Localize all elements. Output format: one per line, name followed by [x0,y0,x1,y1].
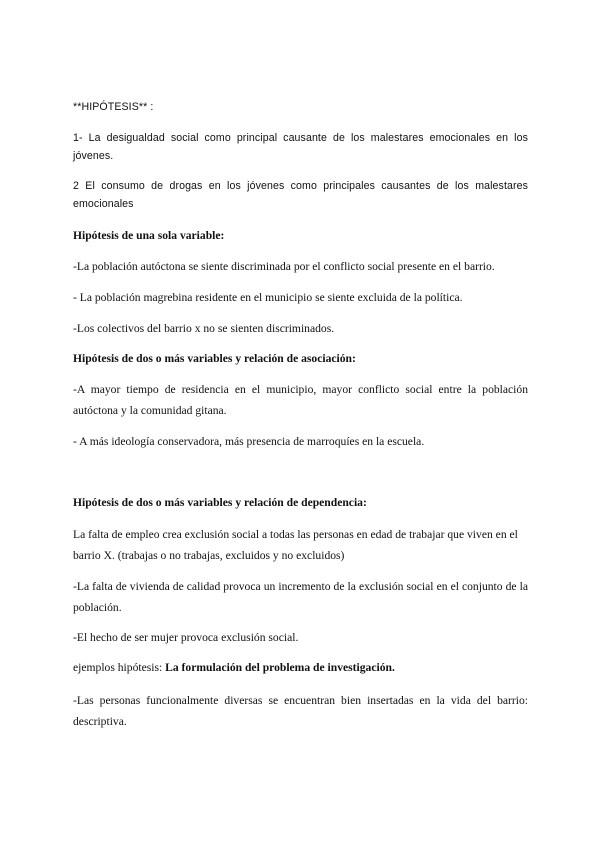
single-variable-item: -La población autóctona se siente discriminada por el conflicto social presente en el barrio. [73,260,495,273]
association-title-text: Hipótesis de dos o más variables y relación de asociación: [73,352,356,365]
hypothesis-1: 1- La desigualdad social como principal causante de los malestares emocionales en los jóvenes. [73,132,528,162]
association-title [73,348,528,369]
dependence-title-text: Hipótesis de dos o más variables y relación de dependencia: [73,496,367,509]
dependence-title [73,492,528,513]
examples-item: -Las personas funcionalmente diversas se encuentran bien insertadas en la vida del barrio: descriptiva. [73,694,528,728]
hypothesis-2: 2 El consumo de drogas en los jóvenes como principales causantes de los malestares emocionales [73,180,528,210]
dependence-item: -El hecho de ser mujer provoca exclusión social. [73,631,299,644]
single-variable-title [73,225,528,246]
single-variable-item: - La población magrebina residente en el municipio se siente excluida de la política. [73,291,463,304]
single-variable-title-text: Hipótesis de una sola variable: [73,229,225,242]
examples-line [73,657,528,678]
document-heading: **HIPÓTESIS** : [73,101,154,113]
dependence-item: -La falta de vivienda de calidad provoca un incremento de la exclusión social en el conjunto de la población. [73,580,528,614]
single-variable-item: -Los colectivos del barrio x no se sienten discriminados. [73,322,335,335]
association-item: - A más ideología conservadora, más presencia de marroquíes en la escuela. [73,435,425,448]
examples-prefix: ejemplos hipótesis: [73,661,166,674]
dependence-item: La falta de empleo crea exclusión social a todas las personas en edad de trabajar que viven en el barrio X. (trabajas o no trabajas, excluidos y no excluidos) [73,528,518,562]
examples-title: La formulación del problema de investigación. [165,661,395,674]
association-item: -A mayor tiempo de residencia en el municipio, mayor conflicto social entre la población autóctona y la comunidad gitana. [73,383,528,417]
